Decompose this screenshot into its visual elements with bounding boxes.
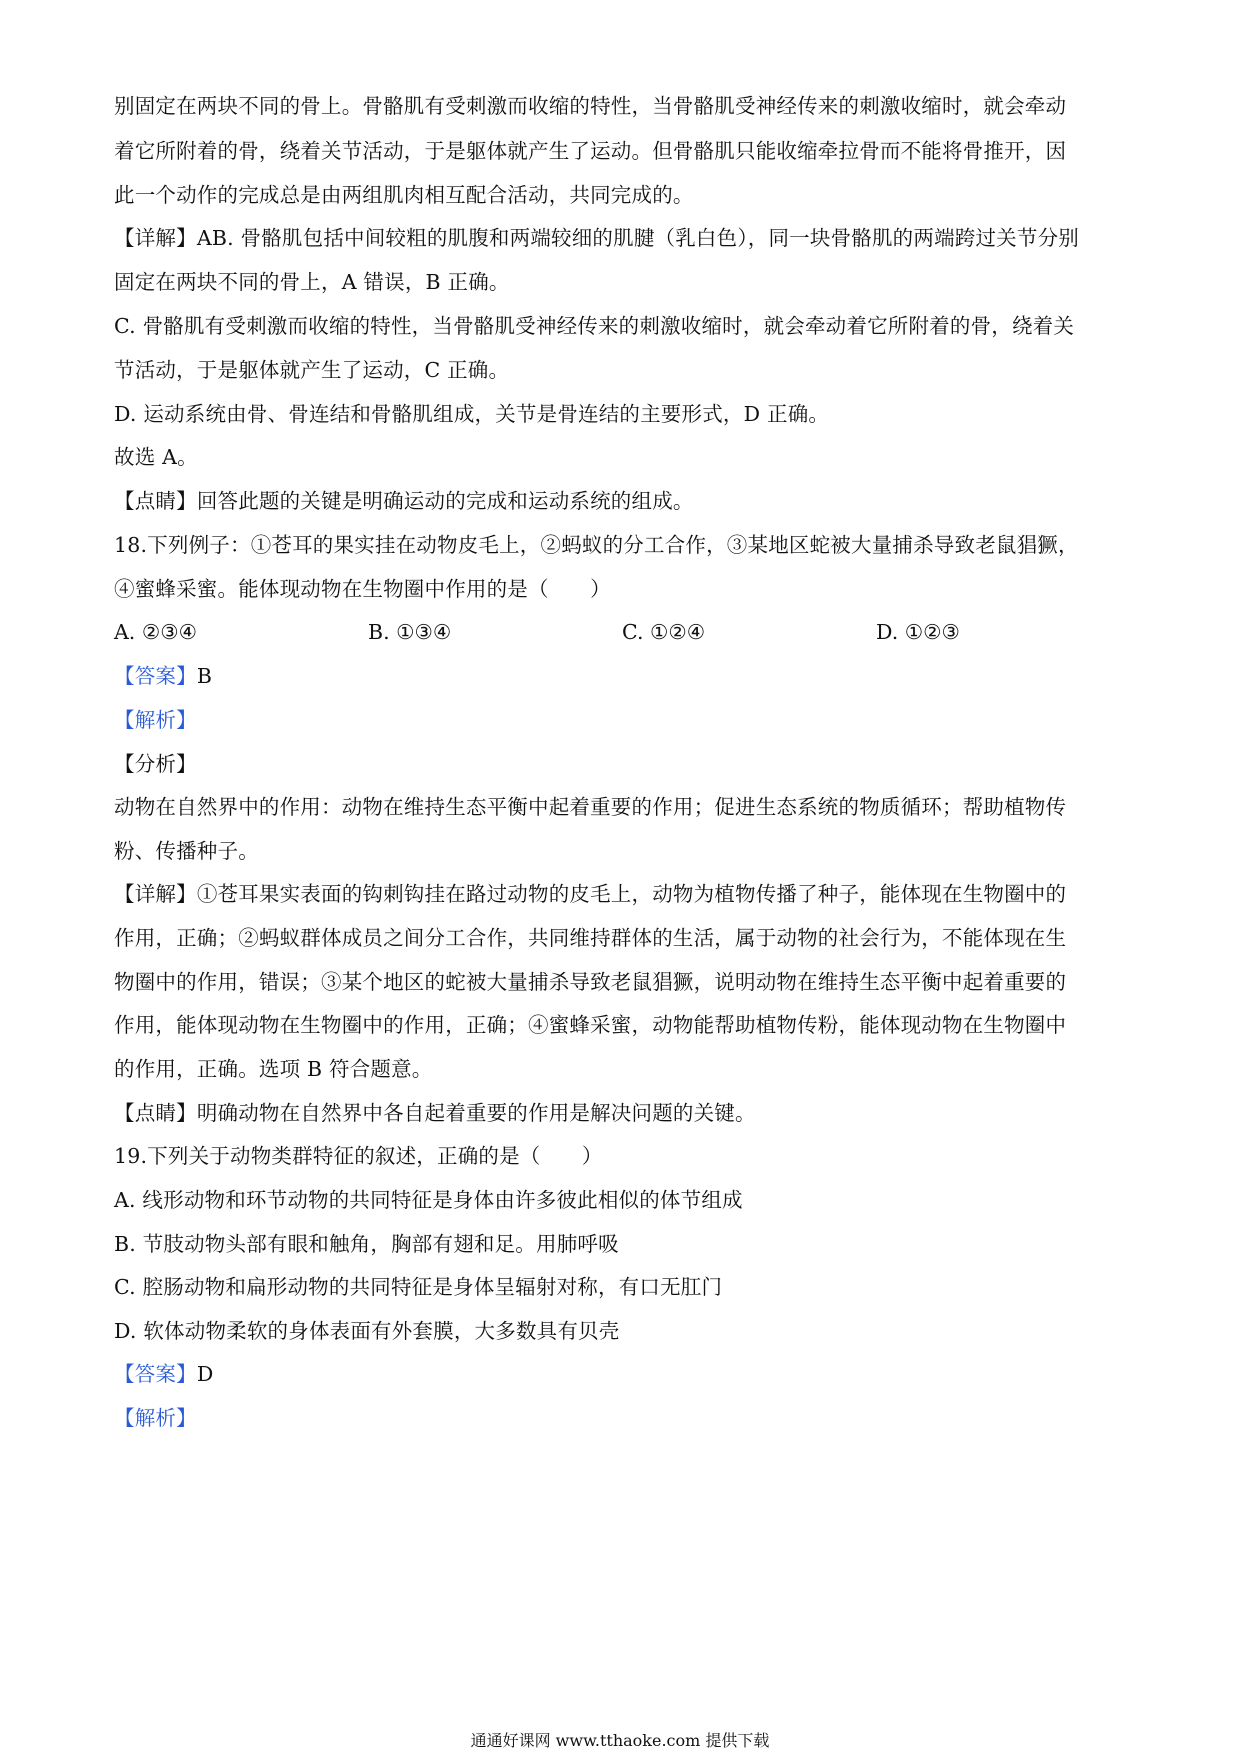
point-text: 回答此题的关键是明确运动的完成和运动系统的组成。: [196, 489, 694, 513]
detail-text: 骨骼肌包括中间较粗的肌腹和两端较细的肌腱（乳白色），同一块骨骼肌的两端跨过关节分别: [240, 226, 1079, 250]
text-line: 此一个动作的完成总是由两组肌肉相互配合活动，共同完成的。: [114, 183, 694, 207]
answer-value: D: [196, 1362, 214, 1386]
text-line: C. 骨骼肌有受刺激而收缩的特性，当骨骼肌受神经传来的刺激收缩时，就会牵动着它所附着的骨，绕着关: [114, 314, 1075, 338]
answer-tag: 【答案】: [114, 664, 197, 688]
q18-stem: 18.下列例子：①苍耳的果实挂在动物皮毛上，②蚂蚁的分工合作，③某地区蛇被大量捕杀导致老鼠猖獗，: [114, 533, 1079, 557]
detail-line: [114, 880, 1134, 908]
q19-option-d: D. 软体动物柔软的身体表面有外套膜，大多数具有贝壳: [114, 1319, 620, 1343]
q18-option-a: A. ②③④: [114, 620, 197, 644]
q18-option-b: B. ①③④: [368, 620, 452, 644]
point-tag: 【点睛】: [114, 489, 197, 513]
q19-option-c: C. 腔肠动物和扁形动物的共同特征是身体呈辐射对称，有口无肛门: [114, 1275, 723, 1299]
text-line: 物圈中的作用，错误；③某个地区的蛇被大量捕杀导致老鼠猖獗，说明动物在维持生态平衡中起着重要的: [114, 970, 1067, 994]
text-line: 动物在自然界中的作用：动物在维持生态平衡中起着重要的作用；促进生态系统的物质循环；帮助植物传: [114, 795, 1067, 819]
text-line: 粉、传播种子。: [114, 839, 259, 863]
detail-line: [114, 224, 1134, 252]
detail-tag: 【详解】: [114, 226, 197, 250]
analyze-tag: 【分析】: [114, 752, 197, 776]
detail-text: ①苍耳果实表面的钩刺钩挂在路过动物的皮毛上，动物为植物传播了种子，能体现在生物圈中的: [196, 882, 1067, 906]
text-line: D. 运动系统由骨、骨连结和骨骼肌组成，关节是骨连结的主要形式，D 正确。: [114, 402, 830, 426]
text-line: 别固定在两块不同的骨上。骨骼肌有受刺激而收缩的特性，当骨骼肌受神经传来的刺激收缩时，就会牵动: [114, 94, 1067, 118]
text-line: 节活动，于是躯体就产生了运动，C 正确。: [114, 358, 510, 382]
text-line: 固定在两块不同的骨上，A 错误，B 正确。: [114, 270, 510, 294]
point-line: [114, 1099, 1134, 1127]
answer-value: B: [196, 664, 213, 688]
q19-answer: [114, 1360, 1134, 1388]
point-text: 明确动物在自然界中各自起着重要的作用是解决问题的关键。: [196, 1101, 756, 1125]
ab-prefix: AB.: [196, 226, 241, 250]
q19-option-a: A. 线形动物和环节动物的共同特征是身体由许多彼此相似的体节组成: [114, 1188, 743, 1212]
page-footer: 通通好课网 www.tthaoke.com 提供下载: [470, 1731, 770, 1750]
detail-tag: 【详解】: [114, 882, 197, 906]
point-line: [114, 487, 1134, 515]
answer-tag: 【答案】: [114, 1362, 197, 1386]
analysis-tag: 【解析】: [114, 1406, 197, 1430]
q19-stem: 19.下列关于动物类群特征的叙述，正确的是（ ）: [114, 1144, 603, 1168]
q18-stem: ④蜜蜂采蜜。能体现动物在生物圈中作用的是（ ）: [114, 577, 611, 601]
text-line: 故选 A。: [114, 445, 198, 469]
text-line: 作用，正确；②蚂蚁群体成员之间分工合作，共同维持群体的生活，属于动物的社会行为，不能体现在生: [114, 926, 1067, 950]
point-tag: 【点睛】: [114, 1101, 197, 1125]
q18-option-d: D. ①②③: [876, 620, 960, 644]
text-line: 着它所附着的骨，绕着关节活动，于是躯体就产生了运动。但骨骼肌只能收缩牵拉骨而不能将骨推开，因: [114, 139, 1067, 163]
q18-answer: [114, 662, 1134, 690]
q18-option-c: C. ①②④: [622, 620, 706, 644]
text-line: 的作用，正确。选项 B 符合题意。: [114, 1057, 433, 1081]
analysis-tag: 【解析】: [114, 708, 197, 732]
text-line: 作用，能体现动物在生物圈中的作用，正确；④蜜蜂采蜜，动物能帮助植物传粉，能体现动物在生物圈中: [114, 1013, 1067, 1037]
q19-option-b: B. 节肢动物头部有眼和触角，胸部有翅和足。用肺呼吸: [114, 1232, 619, 1256]
